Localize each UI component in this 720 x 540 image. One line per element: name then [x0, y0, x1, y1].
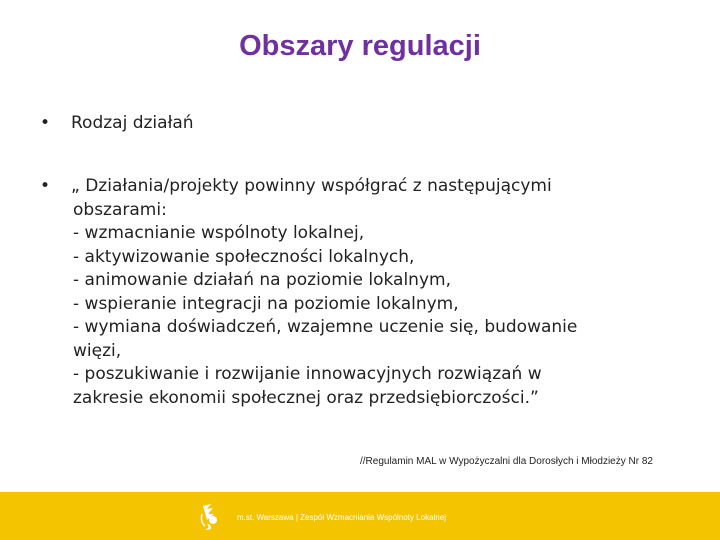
bullet-line: Rodzaj działań [71, 113, 194, 133]
footer-bar [0, 492, 720, 540]
bullet-marker: • [40, 113, 51, 133]
bullet-item-1 [40, 112, 194, 136]
slide-title: Obszary regulacji [239, 30, 481, 62]
bullet-line: - poszukiwanie i rozwijanie innowacyjnych rozwiązań w [73, 364, 542, 384]
bullet-line: - wymiana doświadczeń, wzajemne uczenie się, budowanie [73, 317, 578, 337]
bullet-line: więzi, [73, 340, 122, 361]
warsaw-siren-logo-icon [197, 500, 223, 532]
bullet-line: „ Działania/projekty powinny współgrać z następującymi [71, 176, 552, 196]
bullet-line: - aktywizowanie społeczności lokalnych, [73, 246, 415, 267]
bullet-line: - wzmacnianie wspólnoty lokalnej, [73, 223, 365, 243]
bullet-text [71, 175, 690, 410]
bullet-line: - wspieranie integracji na poziomie lokalnym, [73, 293, 459, 314]
bullet-line: zakresie ekonomii społecznej oraz przedsiębiorczości.” [73, 387, 539, 408]
footer-text: m.st. Warszawa | Zespół Wzmacniania Wspólnoty Lokalnej [237, 513, 446, 522]
bullet-line: - animowanie działań na poziomie lokalnym, [73, 270, 451, 290]
bullet-item-2 [40, 175, 690, 410]
source-citation: //Regulamin MAL w Wypożyczalni dla Dorosłych i Młodzieży Nr 82 [360, 456, 653, 467]
bullet-line: obszarami: [73, 199, 167, 220]
bullet-text [71, 112, 194, 136]
bullet-marker: • [40, 176, 51, 196]
